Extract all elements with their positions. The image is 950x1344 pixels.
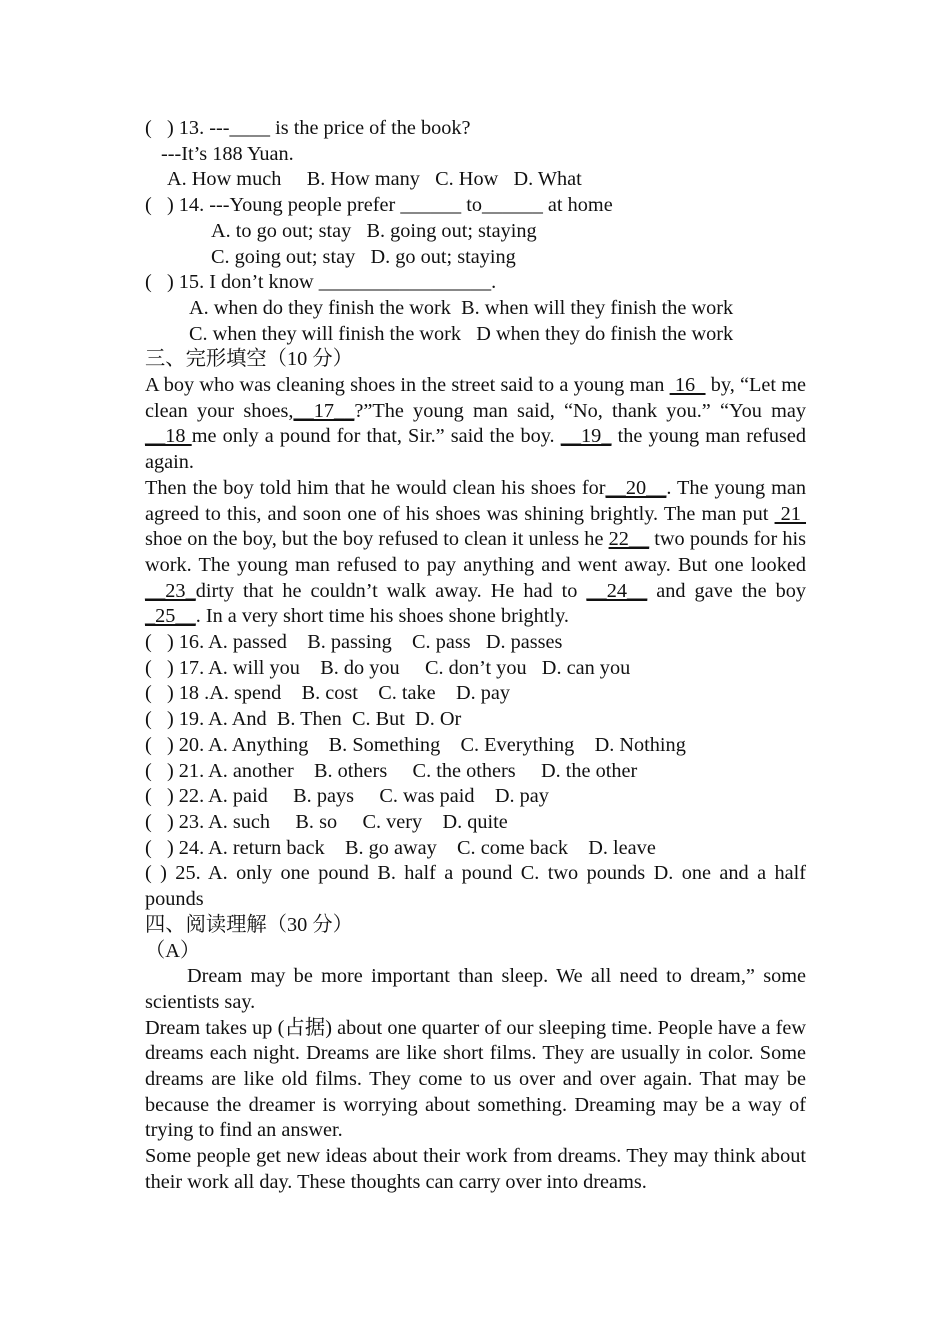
- reading-heading: 四、阅读理解（30 分）: [145, 913, 353, 936]
- cloze-option-24: ( ) 24. A. return back B. go away C. come back D. leave: [145, 836, 656, 859]
- blank-17: __17__: [293, 399, 355, 422]
- cloze-heading: 三、完形填空（10 分）: [145, 348, 353, 371]
- cloze-option-19: ( ) 19. A. And B. Then C. But D. Or: [145, 708, 462, 731]
- question-15-stem: ( ) 15. I don’t know _________________.: [145, 271, 497, 294]
- blank-20: __20__: [605, 476, 667, 499]
- question-14-options-2: C. going out; stay D. go out; staying: [211, 245, 516, 268]
- reading-paragraph-3: Some people get new ideas about their work from dreams. They may think about their work all day. These thoughts can carry over into dreams.: [145, 1145, 806, 1193]
- cloze-option-16: ( ) 16. A. passed B. passing C. pass D. passes: [145, 631, 563, 654]
- cloze-text: two pounds for his work. The young man refused to pay anything and went away. But one looked: [145, 528, 806, 576]
- question-15-options-1: A. when do they finish the work B. when will they finish the work: [189, 296, 734, 319]
- cloze-text: . The young man agreed to this, and soon one of his shoes was shining brightly. The man put: [145, 476, 806, 525]
- blank-21: 21: [774, 502, 807, 525]
- blank-25: _25__: [145, 605, 196, 628]
- reading-paragraph-2: Dream takes up (占据) about one quarter of our sleeping time. People have a few dreams each night. Dreams are like short films. They are usually in color. Some dreams are like old films. They come to us over and over again. That may be because the dreamer is worrying about something. Dreaming may be a way of trying to find an answer.: [145, 1016, 806, 1142]
- question-13-stem: ( ) 13. ---____ is the price of the book?: [145, 117, 471, 139]
- cloze-text: ?”The young man said, “No, thank you.” “You may: [354, 399, 806, 422]
- reading-section-a-label: （A）: [145, 939, 201, 962]
- blank-24: __24__: [586, 579, 648, 602]
- cloze-option-22: ( ) 22. A. paid B. pays C. was paid D. pay: [145, 785, 549, 808]
- blank-18: __18: [145, 425, 192, 448]
- question-15-options-2: C. when they will finish the work D when they do finish the work: [189, 322, 734, 345]
- question-13-options: A. How much B. How many C. How D. What: [167, 168, 582, 191]
- blank-22: 22__: [608, 528, 650, 551]
- blank-23: __23_: [145, 579, 196, 602]
- cloze-text: . In a very short time his shoes shone brightly.: [195, 605, 569, 628]
- exam-page: [145, 116, 806, 1196]
- cloze-option-20: ( ) 20. A. Anything B. Something C. Everything D. Nothing: [145, 733, 686, 756]
- cloze-option-21: ( ) 21. A. another B. others C. the others D. the other: [145, 759, 638, 782]
- cloze-text: the young man refused again.: [145, 425, 806, 474]
- cloze-option-25: ( ) 25. A. only one pound B. half a pound C. two pounds D. one and a half pounds: [145, 862, 806, 911]
- question-14-stem: ( ) 14. ---Young people prefer ______ to______ at home: [145, 194, 613, 217]
- cloze-passage-paragraph-1: [145, 373, 806, 476]
- cloze-option-17: ( ) 17. A. will you B. do you C. don’t you D. can you: [145, 656, 631, 679]
- reading-paragraph-1: Dream may be more important than sleep. We all need to dream,” some scientists say.: [145, 965, 806, 1013]
- blank-16: 16: [669, 374, 706, 397]
- cloze-text: and gave the boy: [647, 579, 806, 602]
- blank-19: __19_: [560, 425, 612, 448]
- cloze-text: me only a pound for that, Sir.” said the boy.: [191, 425, 561, 448]
- cloze-text: Then the boy told him that he would clean his shoes for: [145, 476, 606, 499]
- cloze-text: A boy who was cleaning shoes in the street said to a young man: [145, 374, 670, 397]
- cloze-text: shoe on the boy, but the boy refused to clean it unless he: [145, 528, 609, 551]
- cloze-passage-paragraph-2: [145, 476, 806, 630]
- cloze-option-23: ( ) 23. A. such B. so C. very D. quite: [145, 810, 508, 833]
- question-13-dialogue: ---It’s 188 Yuan.: [161, 142, 294, 165]
- cloze-text: by, “Let me clean your shoes,: [145, 374, 806, 422]
- question-14-options-1: A. to go out; stay B. going out; staying: [211, 219, 537, 242]
- cloze-text: dirty that he couldn’t walk away. He had to: [195, 579, 587, 602]
- cloze-option-18: ( ) 18 .A. spend B. cost C. take D. pay: [145, 682, 511, 705]
